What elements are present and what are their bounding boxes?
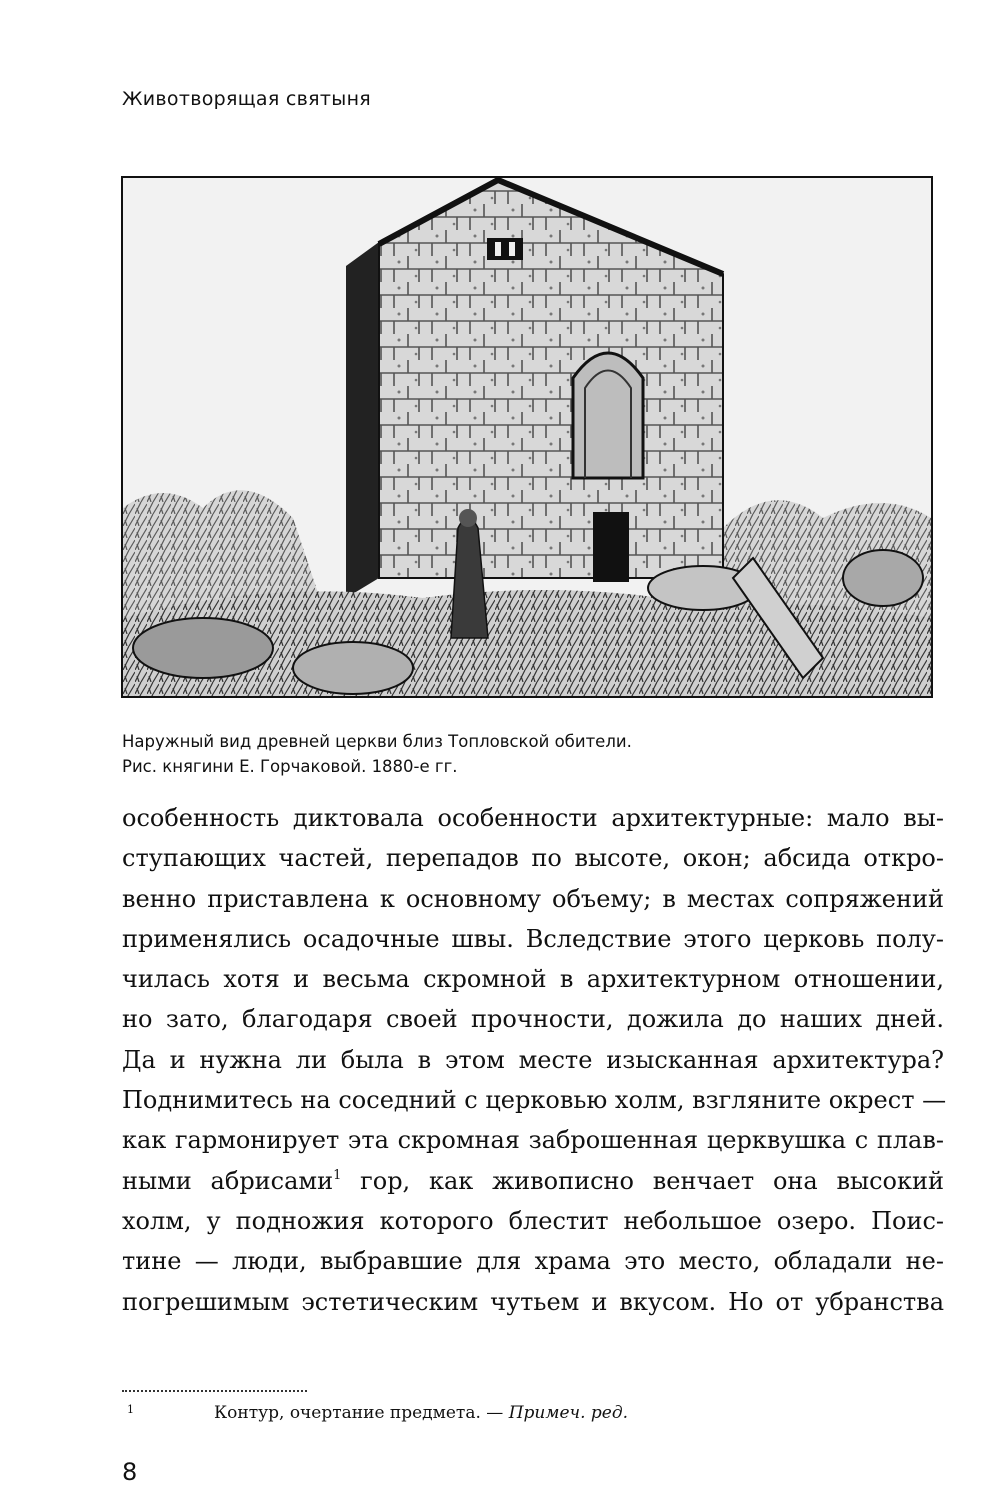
figure-caption (122, 729, 942, 779)
text-line: тине — люди, выбравшие для храма это место, обладали не- (122, 1247, 944, 1276)
text-line: Поднимитесь на соседний с церковью холм, взгляните окрест — (122, 1086, 947, 1115)
text-fragment: гор, как живописно венчает она высокий (341, 1166, 944, 1195)
text-line: особенность диктовала особенности архитектурные: мало вы- (122, 804, 944, 832)
text-line: применялись осадочные швы. Вследствие этого церковь полу- (122, 924, 944, 953)
body-text (122, 798, 947, 1322)
text-line: Да и нужна ли была в этом месте изысканная архитектура? (122, 1045, 944, 1074)
footnote-body: Контур, очертание предмета. — (214, 1403, 509, 1423)
caption-line: Рис. княгини Е. Горчаковой. 1880-е гг. (122, 757, 458, 776)
footnote-reference[interactable]: 1 (333, 1167, 342, 1183)
caption-line: Наружный вид древней церкви близ Топловской обители. (122, 732, 632, 751)
footnote-mark: 1 (127, 1403, 134, 1416)
church-illustration (121, 176, 933, 698)
text-line: ступающих частей, перепадов по высоте, окон; абсида откро- (122, 844, 944, 873)
text-line: как гармонирует эта скромная заброшенная церквушка с плав- (122, 1126, 944, 1155)
page-number: 8 (122, 1458, 138, 1486)
text-line: чилась хотя и весьма скромной в архитектурном отношении, (122, 965, 944, 994)
running-head: Животворящая святыня (122, 88, 372, 110)
text-fragment: ными абрисами (122, 1166, 334, 1195)
text-line: но зато, благодаря своей прочности, дожила до наших дней. (122, 1005, 944, 1034)
text-line-with-footnote (122, 1161, 944, 1201)
text-line: погрешимым эстетическим чутьем и вкусом. Но от убранства (122, 1287, 944, 1316)
text-line: венно приставлена к основному объему; в местах сопряжений (122, 884, 944, 913)
footnote-separator (122, 1390, 307, 1392)
text-line: холм, у подножия которого блестит небольшое озеро. Поис- (122, 1206, 944, 1235)
footnote-text (214, 1403, 628, 1423)
footnote-source: Примеч. ред. (508, 1403, 629, 1423)
